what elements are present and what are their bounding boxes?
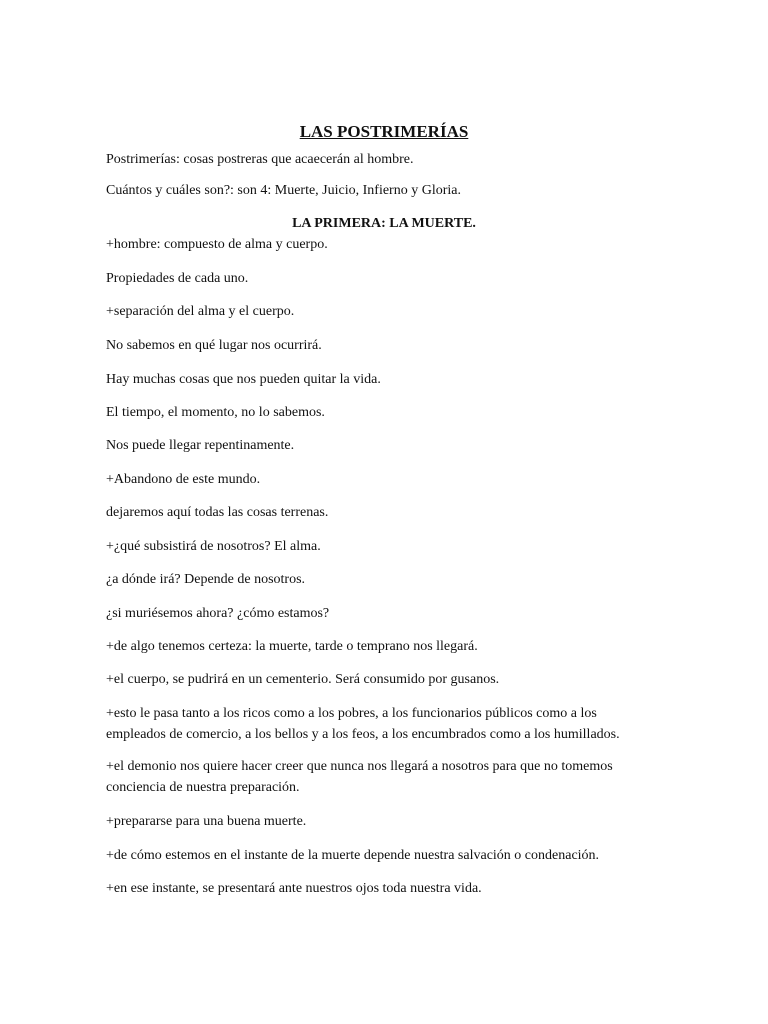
document-title: LAS POSTRIMERÍAS — [299, 122, 469, 141]
text-line: +prepararse para una buena muerte. — [106, 814, 307, 829]
text-line: Nos puede llegar repentinamente. — [106, 438, 295, 453]
text-line: ¿si muriésemos ahora? ¿cómo estamos? — [106, 606, 330, 621]
text-line: Propiedades de cada uno. — [106, 271, 249, 286]
text-line: +hombre: compuesto de alma y cuerpo. — [106, 237, 328, 252]
intro-line-1: Postrimerías: cosas postreras que acaecerán al hombre. — [106, 152, 414, 167]
section-heading: LA PRIMERA: LA MUERTE. — [292, 216, 476, 231]
text-line: +separación del alma y el cuerpo. — [106, 304, 295, 319]
text-line: No sabemos en qué lugar nos ocurrirá. — [106, 338, 322, 353]
text-line: Hay muchas cosas que nos pueden quitar la vida. — [106, 372, 381, 387]
text-line: +de algo tenemos certeza: la muerte, tarde o temprano nos llegará. — [106, 639, 478, 654]
text-line: +el cuerpo, se pudrirá en un cementerio. Será consumido por gusanos. — [106, 672, 500, 687]
intro-line-2: Cuántos y cuáles son?: son 4: Muerte, Juicio, Infierno y Gloria. — [106, 183, 461, 198]
text-line: El tiempo, el momento, no lo sabemos. — [106, 405, 325, 420]
text-line: +esto le pasa tanto a los ricos como a los pobres, a los funcionarios públicos como a los — [106, 706, 597, 721]
text-line: +en ese instante, se presentará ante nuestros ojos toda nuestra vida. — [106, 881, 482, 896]
text-line: +¿qué subsistirá de nosotros? El alma. — [106, 539, 321, 554]
text-line: +el demonio nos quiere hacer creer que nunca nos llegará a nosotros para que no tomemos — [106, 759, 613, 774]
text-paragraph — [106, 756, 666, 798]
text-line: ¿a dónde irá? Depende de nosotros. — [106, 572, 306, 587]
text-paragraph — [106, 703, 666, 745]
text-line: empleados de comercio, a los bellos y a los feos, a los encumbrados como a los humillados. — [106, 727, 620, 742]
text-line: +de cómo estemos en el instante de la muerte depende nuestra salvación o condenación. — [106, 848, 600, 863]
text-line: conciencia de nuestra preparación. — [106, 780, 300, 795]
text-line: +Abandono de este mundo. — [106, 472, 261, 487]
text-line: dejaremos aquí todas las cosas terrenas. — [106, 505, 329, 520]
